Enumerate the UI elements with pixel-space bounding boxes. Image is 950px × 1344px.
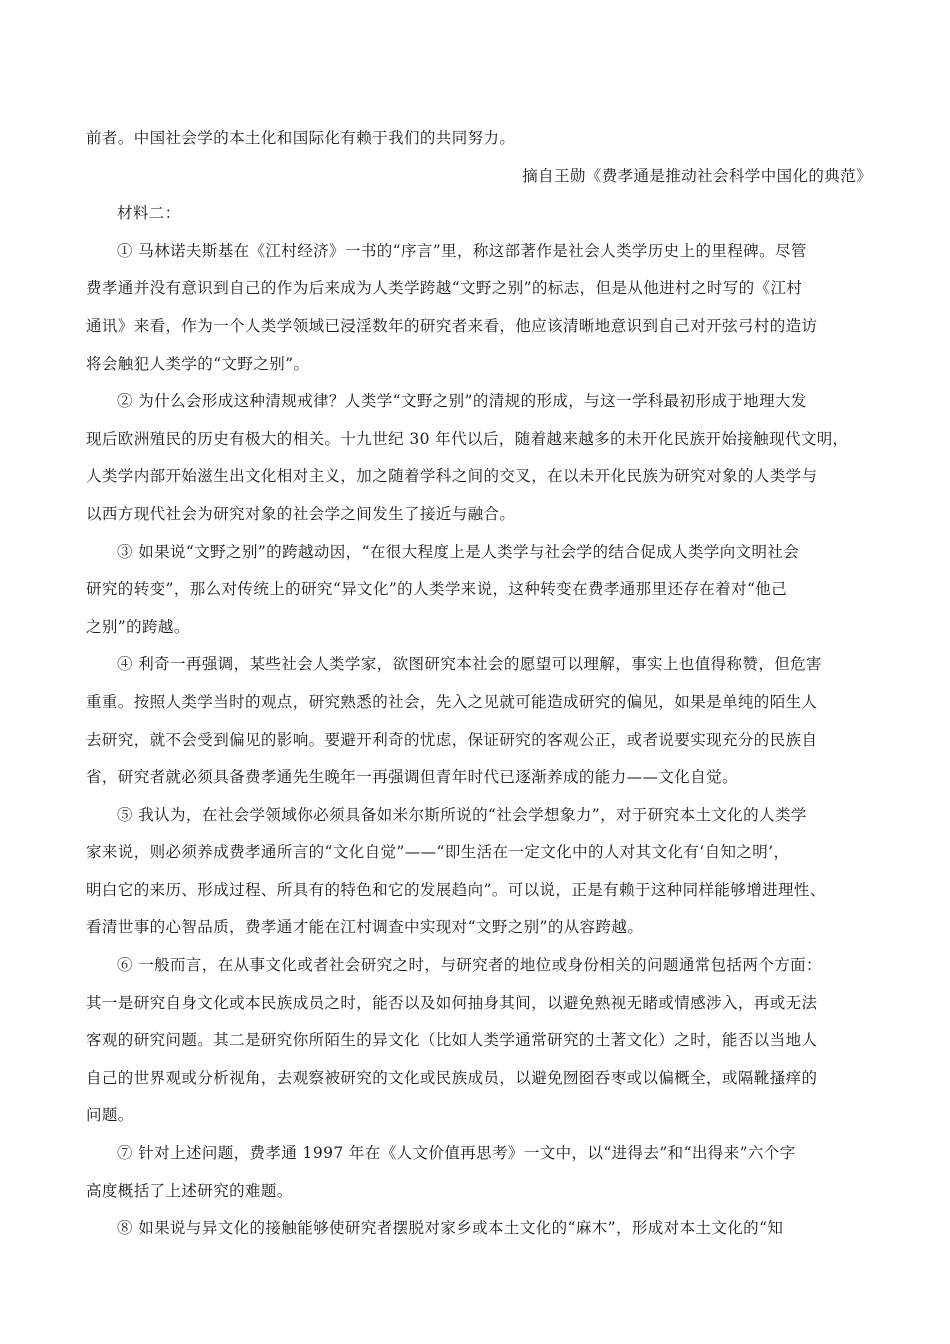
text-line: 人类学内部开始滋生出文化相对主义，加之随着学科之间的交叉，在以未开化民族为研究对象的人类学与	[86, 467, 818, 486]
text-line: ⑦ 针对上述问题，费孝通 1997 年在《人文价值再思考》一文中，以“进得去”和“出得来”六个字	[117, 1144, 796, 1163]
text-line: ⑥ 一般而言，在从事文化或者社会研究之时，与研究者的地位或身份相关的问题通常包括两个方面：	[117, 956, 822, 975]
intro-paragraph	[86, 120, 872, 158]
text-line: 客观的研究问题。其二是研究你所陌生的异文化（比如人类学通常研究的土著文化）之时，能否以当地人	[86, 1031, 818, 1050]
text-line: 以西方现代社会为研究对象的社会学之间发生了接近与融合。	[86, 504, 516, 523]
text-line: 之别”的跨越。	[86, 617, 190, 636]
paragraph-7	[86, 1135, 872, 1210]
paragraph-1	[86, 233, 872, 383]
text-line: 去研究，就不会受到偏见的影响。要避开利奇的忧虑，保证研究的客观公正，或者说要实现充分的民族自	[86, 730, 818, 749]
text-line: ② 为什么会形成这种清规戒律？人类学“文野之别”的清规的形成，与这一学科最初形成于地理大发	[117, 392, 807, 411]
text-line: ① 马林诺夫斯基在《江村经济》一书的“序言”里，称这部著作是社会人类学历史上的里程碑。尽管	[117, 241, 807, 260]
text-line: ③ 如果说“文野之别”的跨越动因，“在很大程度上是人类学与社会学的结合促成人类学向文明社会	[117, 542, 800, 561]
text-line: 通讯》来看，作为一个人类学领域已浸淫数年的研究者来看，他应该清晰地意识到自己对开弦弓村的造访	[86, 316, 818, 335]
paragraph-4	[86, 646, 872, 796]
text-line: ⑤ 我认为，在社会学领域你必须具备如米尔斯所说的“社会学想象力”，对于研究本土文化的人类学	[117, 805, 807, 824]
text-line: 看清世事的心智品质，费孝通才能在江村调查中实现对“文野之别”的从容跨越。	[86, 918, 644, 937]
text-line: 问题。	[86, 1106, 134, 1125]
text-line: ⑧ 如果说与异文化的接触能够使研究者摆脱对家乡或本土文化的“麻木”，形成对本土文化的“知	[117, 1219, 784, 1238]
paragraph-3	[86, 534, 872, 647]
text-line: ④ 利奇一再强调，某些社会人类学家，欲图研究本社会的愿望可以理解，事实上也值得称赞，但危害	[117, 655, 822, 674]
source-citation: 摘自王勋《费孝通是推动社会科学中国化的典范》	[522, 166, 872, 185]
text-line: 研究的转变”，那么对传统上的研究“异文化”的人类学来说，这种转变在费孝通那里还存在着对“他己	[86, 580, 788, 599]
text-line: 高度概括了上述研究的难题。	[86, 1181, 293, 1200]
text-line: 自己的世界观或分析视角，去观察被研究的文化或民族成员，以避免囫囵吞枣或以偏概全，或隔靴搔痒的	[86, 1068, 818, 1087]
text-line: 明白它的来历、形成过程、所具有的特色和它的发展趋向”。可以说，正是有赖于这种同样能够增进理性、	[86, 880, 826, 899]
text-line: 省，研究者就必须具备费孝通先生晚年一再强调但青年时代已逐渐养成的能力——文化自觉。	[86, 768, 738, 787]
text-line: 前者。中国社会学的本土化和国际化有赖于我们的共同努力。	[86, 129, 516, 147]
section-heading: 材料二：	[117, 204, 181, 223]
text-line: 现后欧洲殖民的历史有极大的相关。十九世纪 30 年代以后，随着越来越多的未开化民族开始接触现代文明，	[86, 429, 849, 448]
text-line: 将会触犯人类学的“文野之别”。	[86, 354, 310, 373]
paragraph-8	[86, 1210, 872, 1248]
text-line: 其一是研究自身文化或本民族成员之时，能否以及如何抽身其间，以避免熟视无睹或情感涉入，再或无法	[86, 993, 818, 1012]
text-line: 费孝通并没有意识到自己的作为后来成为人类学跨越“文野之别”的标志，但是从他进村之时写的《江村	[86, 279, 803, 298]
text-line: 家来说，则必须养成费孝通所言的“文化自觉”——“即生活在一定文化中的人对其文化有‘自知之明’，	[86, 843, 790, 862]
paragraph-6	[86, 947, 872, 1135]
paragraph-5	[86, 797, 872, 947]
text-line: 重重。按照人类学当时的观点，研究熟悉的社会，先入之见就可能造成研究的偏见，如果是单纯的陌生人	[86, 692, 818, 711]
paragraph-2	[86, 383, 872, 533]
document-page	[86, 120, 872, 1248]
